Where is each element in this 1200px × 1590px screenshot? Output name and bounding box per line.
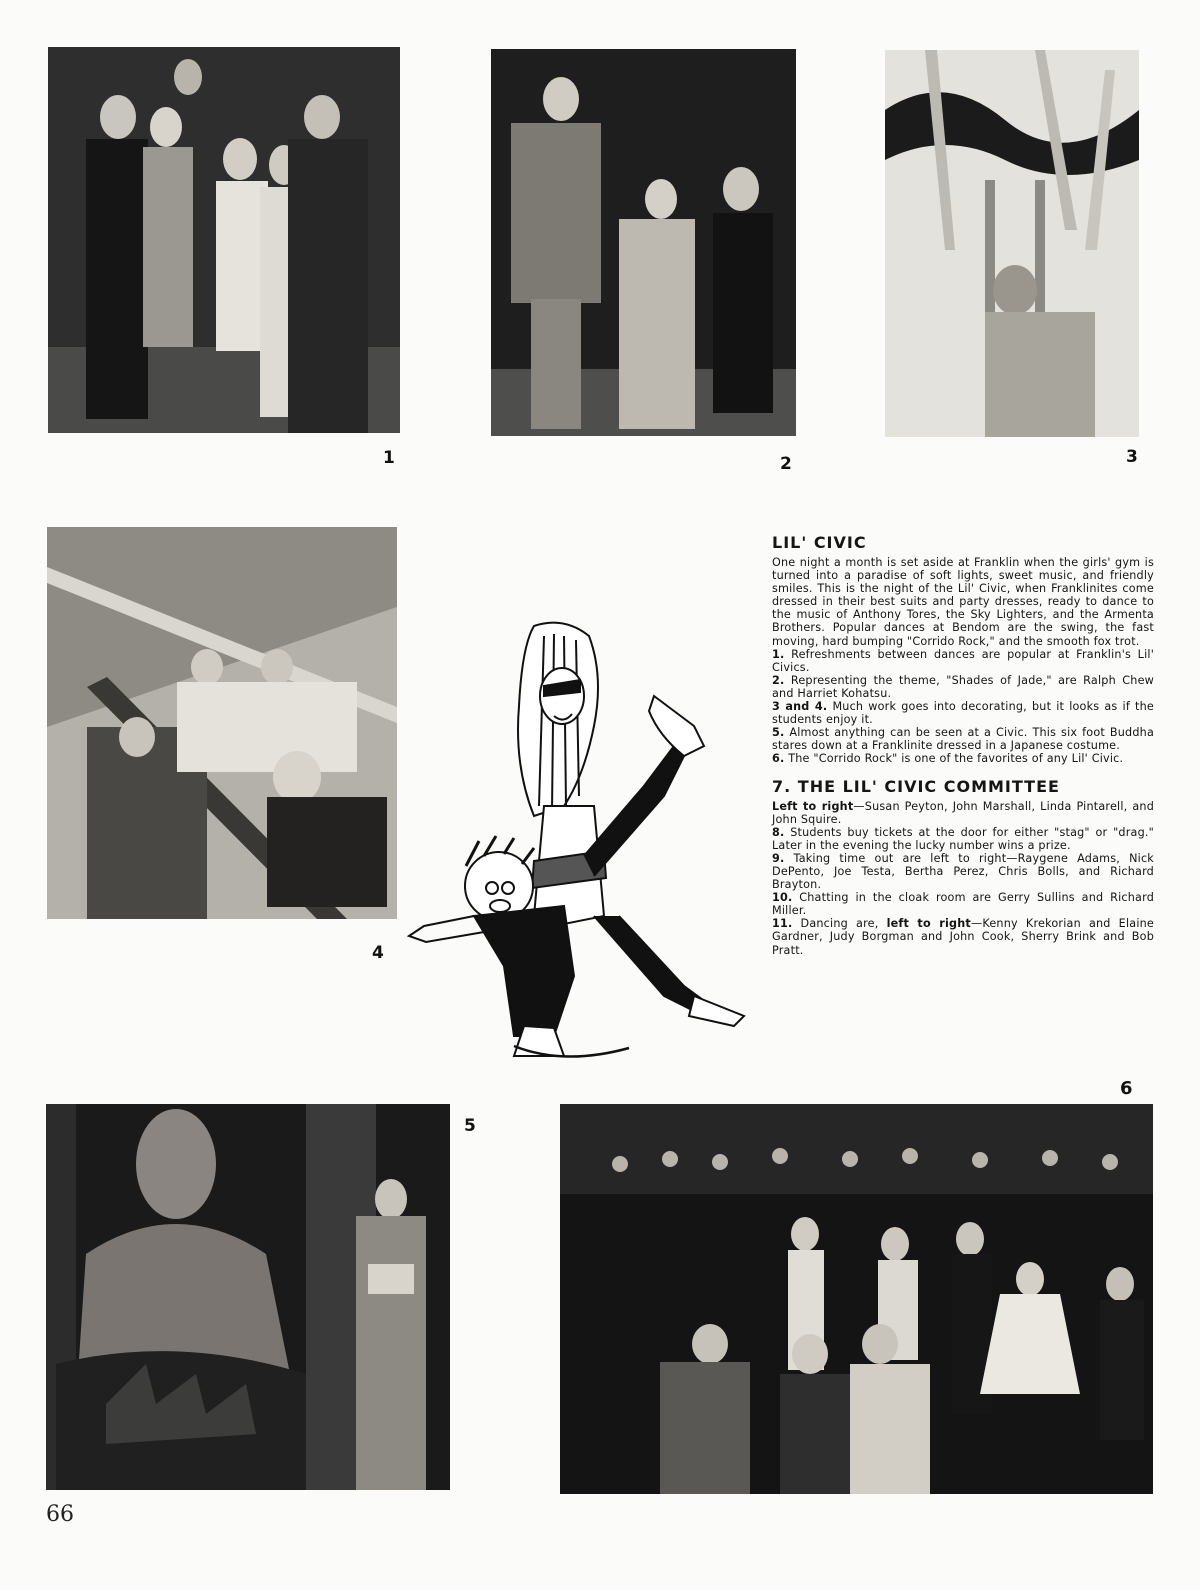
caption-2: 2. Representing the theme, "Shades of Jade," are Ralph Chew and Harriet Kohatsu. [772, 673, 1154, 700]
article-intro: One night a month is set aside at Franklin when the girls' gym is turned into a paradise of soft lights, sweet music, and friendly smiles. This is the night of the Lil' Civic, when Franklinites come dressed in their best suits and party dresses, ready to dance to the music of Anthony Tores, the Sky Lighters, and the Armenta Brothers. Popular dances at Bendom are the swing, the fast moving, hard bumping "Corrido Rock," and the smooth fox trot. [772, 556, 1154, 648]
dancing-couple-cartoon-illustration [404, 616, 762, 1072]
photo-4-decorating-crew [47, 527, 397, 919]
photo-number-2: 2 [780, 454, 792, 474]
photo-1-refreshments [48, 47, 400, 433]
caption-9: 9. Taking time out are left to right—Raygene Adams, Nick DePento, Joe Testa, Bertha Perez, Chris Bolls, and Richard Brayton. [772, 851, 1154, 892]
caption-7: Left to right—Susan Peyton, John Marshall, Linda Pintarell, and John Squire. [772, 799, 1154, 826]
caption-5: 5. Almost anything can be seen at a Civic. This six foot Buddha stares down at a Franklinite dressed in a Japanese costume. [772, 726, 1155, 753]
article-text-column [772, 534, 1154, 957]
photo-number-5: 5 [464, 1116, 476, 1136]
article-title: LIL' CIVIC [772, 533, 867, 552]
photo-5-buddha-statue [46, 1104, 450, 1490]
caption-11: 11. Dancing are, left to right—Kenny Krekorian and Elaine Gardner, Judy Borgman and John Cook, Sherry Brink and Bob Pratt. [772, 917, 1154, 957]
caption-8: 8. Students buy tickets at the door for either "stag" or "drag." Later in the evening the lucky number wins a prize. [772, 825, 1154, 852]
photo-number-3: 3 [1126, 447, 1138, 467]
photo-number-6: 6 [1120, 1078, 1133, 1099]
page-number: 66 [46, 1502, 74, 1527]
photo-2-shades-of-jade [491, 49, 796, 436]
caption-6: 6. The "Corrido Rock" is one of the favorites of any Lil' Civic. [772, 752, 1124, 766]
photo-number-1: 1 [383, 448, 395, 468]
caption-3-and-4: 3 and 4. Much work goes into decorating, but it looks as if the students enjoy it. [772, 700, 1154, 727]
caption-1: 1. Refreshments between dances are popular at Franklin's Lil' Civics. [772, 647, 1154, 674]
committee-heading: 7. THE LIL' CIVIC COMMITTEE [772, 776, 1060, 796]
photo-3-decorating [885, 50, 1139, 437]
caption-10: 10. Chatting in the cloak room are Gerry Sullins and Richard Miller. [772, 891, 1154, 918]
photo-6-corrido-rock-dance [560, 1104, 1153, 1494]
photo-number-4: 4 [372, 943, 384, 963]
